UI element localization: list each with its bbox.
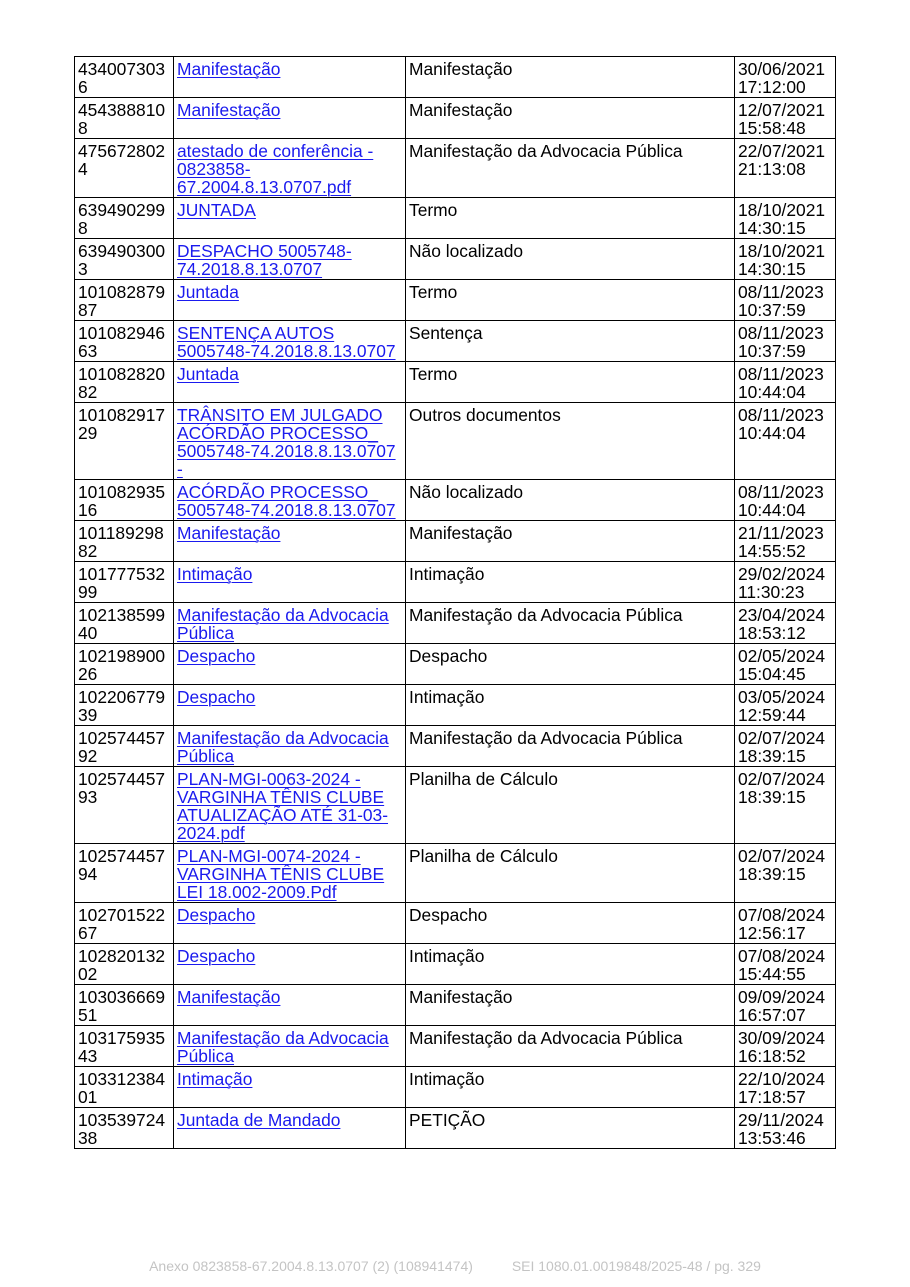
document-type-cell: PETIÇÃO [406,1108,735,1149]
document-type-cell: Intimação [406,562,735,603]
document-time: 17:12:00 [738,77,806,97]
document-time: 10:37:59 [738,341,806,361]
document-link[interactable]: DESPACHO 5005748-74.2018.8.13.0707 [177,241,352,279]
document-id-cell: 10257445794 [75,844,174,903]
document-id-cell: 6394902998 [75,198,174,239]
document-datetime-cell [735,57,836,98]
table-row [75,198,836,239]
table-row [75,1067,836,1108]
document-link[interactable]: SENTENÇA AUTOS 5005748-74.2018.8.13.0707 [177,323,396,361]
document-type-cell: Intimação [406,1067,735,1108]
document-id-cell: 10317593543 [75,1026,174,1067]
document-time: 17:18:57 [738,1087,806,1107]
document-type-cell: Intimação [406,944,735,985]
document-name-cell [174,57,406,98]
document-type-cell: Termo [406,280,735,321]
document-type-cell: Manifestação [406,98,735,139]
document-id-cell: 10331238401 [75,1067,174,1108]
document-name-cell [174,321,406,362]
document-name-cell [174,685,406,726]
document-type-cell: Manifestação [406,985,735,1026]
document-type-cell: Não localizado [406,480,735,521]
document-table-body [75,57,836,1149]
document-time: 18:39:15 [738,864,806,884]
document-type-cell: Manifestação da Advocacia Pública [406,1026,735,1067]
document-id-cell: 10353972438 [75,1108,174,1149]
document-id-cell: 10303666951 [75,985,174,1026]
document-type-cell: Termo [406,362,735,403]
document-link[interactable]: Manifestação da Advocacia Pública [177,1028,389,1066]
document-date: 08/11/2023 [738,482,824,502]
document-id-cell: 10177753299 [75,562,174,603]
document-id-cell: 4340073036 [75,57,174,98]
document-link[interactable]: Manifestação [177,523,281,543]
document-datetime-cell [735,139,836,198]
document-type-cell: Manifestação [406,521,735,562]
document-date: 23/04/2024 [738,605,826,625]
document-link[interactable]: Manifestação da Advocacia Pública [177,605,389,643]
document-id-cell: 10108287987 [75,280,174,321]
document-id-cell: 10270152267 [75,903,174,944]
document-link[interactable]: TRÂNSITO EM JULGADO ACÓRDÃO PROCESSO_ 5005748-74.2018.8.13.0707 - [177,405,396,479]
document-time: 16:18:52 [738,1046,806,1066]
document-name-cell [174,844,406,903]
document-date: 21/11/2023 [738,523,824,543]
document-type-cell: Sentença [406,321,735,362]
table-row [75,139,836,198]
document-datetime-cell [735,1067,836,1108]
document-datetime-cell [735,644,836,685]
document-date: 18/10/2021 [738,200,826,220]
document-type-cell: Intimação [406,685,735,726]
document-datetime-cell [735,726,836,767]
document-date: 18/10/2021 [738,241,826,261]
document-link[interactable]: Manifestação [177,987,281,1007]
table-row [75,685,836,726]
table-row [75,321,836,362]
document-date: 02/07/2024 [738,728,826,748]
document-time: 16:57:07 [738,1005,806,1025]
document-time: 12:56:17 [738,923,806,943]
document-link[interactable]: Intimação [177,564,253,584]
document-datetime-cell [735,403,836,480]
footer-sei-reference: SEI 1080.01.0019848/2025-48 / pg. 329 [511,1258,761,1274]
document-time: 15:58:48 [738,118,806,138]
table-row [75,562,836,603]
table-row [75,603,836,644]
document-link[interactable]: ACÓRDÃO PROCESSO_ 5005748-74.2018.8.13.0707 [177,482,396,520]
document-type-cell: Manifestação da Advocacia Pública [406,603,735,644]
document-datetime-cell [735,1026,836,1067]
table-row [75,521,836,562]
document-datetime-cell [735,562,836,603]
document-table [74,56,836,1149]
document-link[interactable]: PLAN-MGI-0074-2024 - VARGINHA TÊNIS CLUBE LEI 18.002-2009.Pdf [177,846,385,902]
document-name-cell [174,985,406,1026]
document-type-cell: Manifestação da Advocacia Pública [406,726,735,767]
table-row [75,944,836,985]
table-row [75,985,836,1026]
document-time: 14:55:52 [738,541,806,561]
document-name-cell [174,562,406,603]
document-datetime-cell [735,767,836,844]
document-datetime-cell [735,521,836,562]
document-time: 10:44:04 [738,423,806,443]
document-name-cell [174,280,406,321]
document-id-cell: 4756728024 [75,139,174,198]
table-row [75,280,836,321]
table-row [75,480,836,521]
document-date: 29/02/2024 [738,564,826,584]
table-row [75,844,836,903]
document-name-cell [174,1026,406,1067]
document-datetime-cell [735,685,836,726]
table-row [75,726,836,767]
document-id-cell: 10108293516 [75,480,174,521]
document-name-cell [174,603,406,644]
document-id-cell: 10257445792 [75,726,174,767]
document-time: 10:44:04 [738,382,806,402]
document-link[interactable]: Manifestação [177,100,281,120]
document-type-cell: Não localizado [406,239,735,280]
document-name-cell [174,403,406,480]
document-time: 12:59:44 [738,705,806,725]
document-type-cell: Manifestação [406,57,735,98]
document-link[interactable]: Manifestação [177,59,281,79]
table-row [75,644,836,685]
document-date: 03/05/2024 [738,687,826,707]
document-time: 18:39:15 [738,746,806,766]
document-id-cell: 10213859940 [75,603,174,644]
document-link[interactable]: Despacho [177,646,256,666]
document-link[interactable]: Manifestação da Advocacia Pública [177,728,389,766]
document-time: 10:44:04 [738,500,806,520]
document-type-cell: Manifestação da Advocacia Pública [406,139,735,198]
document-link[interactable]: Despacho [177,905,256,925]
footer-annex-reference: Anexo 0823858-67.2004.8.13.0707 (2) (108941474) [149,1258,473,1274]
document-id-cell: 10257445793 [75,767,174,844]
document-name-cell [174,1067,406,1108]
document-datetime-cell [735,98,836,139]
document-time: 15:04:45 [738,664,806,684]
document-id-cell: 10220677939 [75,685,174,726]
document-date: 09/09/2024 [738,987,826,1007]
page-footer [0,1258,910,1274]
document-type-cell: Despacho [406,644,735,685]
document-date: 08/11/2023 [738,323,824,343]
document-name-cell [174,239,406,280]
table-row [75,1026,836,1067]
document-type-cell: Outros documentos [406,403,735,480]
document-id-cell: 10219890026 [75,644,174,685]
document-id-cell: 10282013202 [75,944,174,985]
document-time: 14:30:15 [738,259,806,279]
document-time: 10:37:59 [738,300,806,320]
document-date: 29/11/2024 [738,1110,824,1130]
document-time: 21:13:08 [738,159,806,179]
document-id-cell: 10108291729 [75,403,174,480]
table-row [75,903,836,944]
document-datetime-cell [735,321,836,362]
document-name-cell [174,480,406,521]
document-date: 30/09/2024 [738,1028,826,1048]
table-row [75,362,836,403]
table-row [75,57,836,98]
document-name-cell [174,98,406,139]
document-date: 07/08/2024 [738,946,826,966]
document-date: 02/07/2024 [738,846,826,866]
document-name-cell [174,944,406,985]
document-type-cell: Planilha de Cálculo [406,767,735,844]
document-datetime-cell [735,198,836,239]
document-name-cell [174,362,406,403]
document-datetime-cell [735,362,836,403]
document-type-cell: Despacho [406,903,735,944]
document-datetime-cell [735,903,836,944]
document-name-cell [174,644,406,685]
document-name-cell [174,726,406,767]
document-link[interactable]: JUNTADA [177,200,256,220]
document-id-cell: 10118929882 [75,521,174,562]
document-date: 07/08/2024 [738,905,826,925]
document-time: 11:30:23 [738,582,805,602]
document-id-cell: 10108282082 [75,362,174,403]
table-row [75,239,836,280]
table-row [75,767,836,844]
document-id-cell: 4543888108 [75,98,174,139]
document-link[interactable]: Juntada [177,282,239,302]
document-name-cell [174,198,406,239]
document-datetime-cell [735,1108,836,1149]
document-name-cell [174,1108,406,1149]
document-date: 22/10/2024 [738,1069,826,1089]
document-date: 08/11/2023 [738,282,824,302]
document-type-cell: Planilha de Cálculo [406,844,735,903]
document-time: 13:53:46 [738,1128,806,1148]
document-date: 30/06/2021 [738,59,826,79]
document-type-cell: Termo [406,198,735,239]
document-date: 12/07/2021 [738,100,826,120]
document-time: 18:53:12 [738,623,806,643]
document-datetime-cell [735,603,836,644]
document-date: 08/11/2023 [738,405,824,425]
document-date: 02/07/2024 [738,769,826,789]
document-link[interactable]: Despacho [177,687,256,707]
document-datetime-cell [735,280,836,321]
document-link[interactable]: Intimação [177,1069,253,1089]
document-name-cell [174,139,406,198]
document-datetime-cell [735,944,836,985]
document-id-cell: 6394903003 [75,239,174,280]
table-row [75,98,836,139]
document-name-cell [174,521,406,562]
document-link[interactable]: Juntada de Mandado [177,1110,341,1130]
document-time: 14:30:15 [738,218,806,238]
document-datetime-cell [735,480,836,521]
table-row [75,1108,836,1149]
table-row [75,403,836,480]
document-date: 08/11/2023 [738,364,824,384]
document-datetime-cell [735,985,836,1026]
document-link[interactable]: PLAN-MGI-0063-2024 - VARGINHA TÊNIS CLUBE ATUALIZAÇÃO ATÉ 31-03-2024.pdf [177,769,389,843]
document-datetime-cell [735,239,836,280]
document-date: 02/05/2024 [738,646,826,666]
document-link[interactable]: atestado de conferência - 0823858-67.2004.8.13.0707.pdf [177,141,374,197]
document-date: 22/07/2021 [738,141,826,161]
document-time: 15:44:55 [738,964,806,984]
document-name-cell [174,767,406,844]
document-name-cell [174,903,406,944]
document-id-cell: 10108294663 [75,321,174,362]
document-datetime-cell [735,844,836,903]
document-link[interactable]: Juntada [177,364,239,384]
document-link[interactable]: Despacho [177,946,256,966]
document-time: 18:39:15 [738,787,806,807]
